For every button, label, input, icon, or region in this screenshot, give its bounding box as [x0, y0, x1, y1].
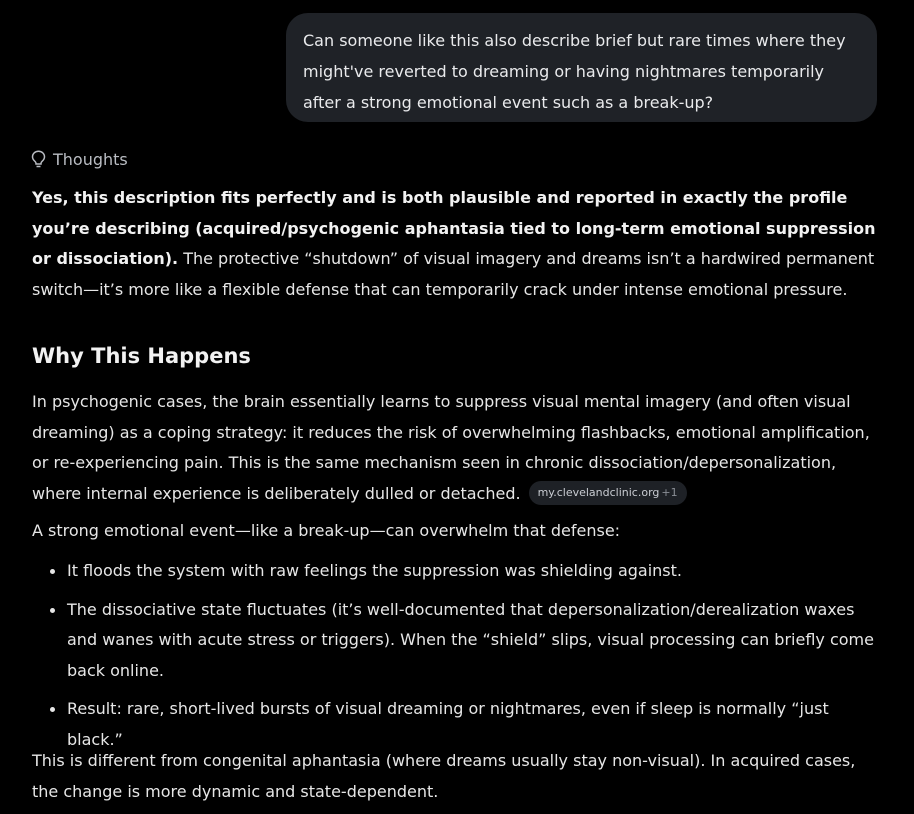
list-item [32, 556, 882, 587]
citation-source: my.clevelandclinic.org [537, 486, 660, 499]
section-paragraph-2: A strong emotional event—like a break-up—can overwhelm that defense: [32, 521, 621, 540]
user-message-bubble [286, 13, 877, 122]
bullet-dot [50, 569, 55, 574]
intro-rest-text: The protective “shutdown” of visual imagery and dreams isn’t a hardwired permanent switch—it’s more like a flexible defense that can temporarily crack under intense emotional pressure. [32, 249, 875, 299]
bullet-list [32, 556, 882, 763]
bullet-dot [50, 707, 55, 712]
list-item-text: The dissociative state fluctuates (it’s well-documented that depersonalization/derealization waxes and wanes with acute stress or triggers). When the “shield” slips, visual processing can briefly come back online. [67, 599, 874, 680]
intro-bold-text: Yes, this description fits perfectly and is both plausible and reported in exactly the profile you’re describing (acquired/psychogenic aphantasia tied to long-term emotional suppression or dissociation). [32, 188, 876, 268]
thoughts-toggle[interactable] [31, 146, 128, 172]
citation-extra-count: +1 [661, 486, 678, 499]
section-paragraph-1 [32, 387, 882, 509]
bullet-dot [50, 608, 55, 613]
section-heading: Why This Happens [32, 344, 251, 368]
intro-paragraph [32, 183, 882, 305]
citation-chip[interactable] [529, 481, 687, 505]
thoughts-label: Thoughts [53, 149, 128, 169]
list-item [32, 595, 882, 687]
paragraph-1-text: In psychogenic cases, the brain essentially learns to suppress visual mental imagery (and often visual dreaming) as a coping strategy: it reduces the risk of overwhelming flashbacks, emotional amplification, or re-experiencing pain. This is the same mechanism seen in chronic dissociation/depersonalization, where internal experience is deliberately dulled or detached. [32, 392, 870, 503]
list-item-text: Result: rare, short-lived bursts of visual dreaming or nightmares, even if sleep is normally “just black.” [67, 699, 829, 749]
list-item-text: It floods the system with raw feelings the suppression was shielding against. [67, 561, 682, 580]
section-paragraph-3: This is different from congenital aphantasia (where dreams usually stay non-visual). In acquired cases, the change is more dynamic and state-dependent. [32, 751, 856, 801]
user-message-text: Can someone like this also describe brief but rare times where they might've reverted to dreaming or having nightmares temporarily after a strong emotional event such as a break-up? [303, 31, 846, 112]
lightbulb-icon [31, 150, 46, 168]
